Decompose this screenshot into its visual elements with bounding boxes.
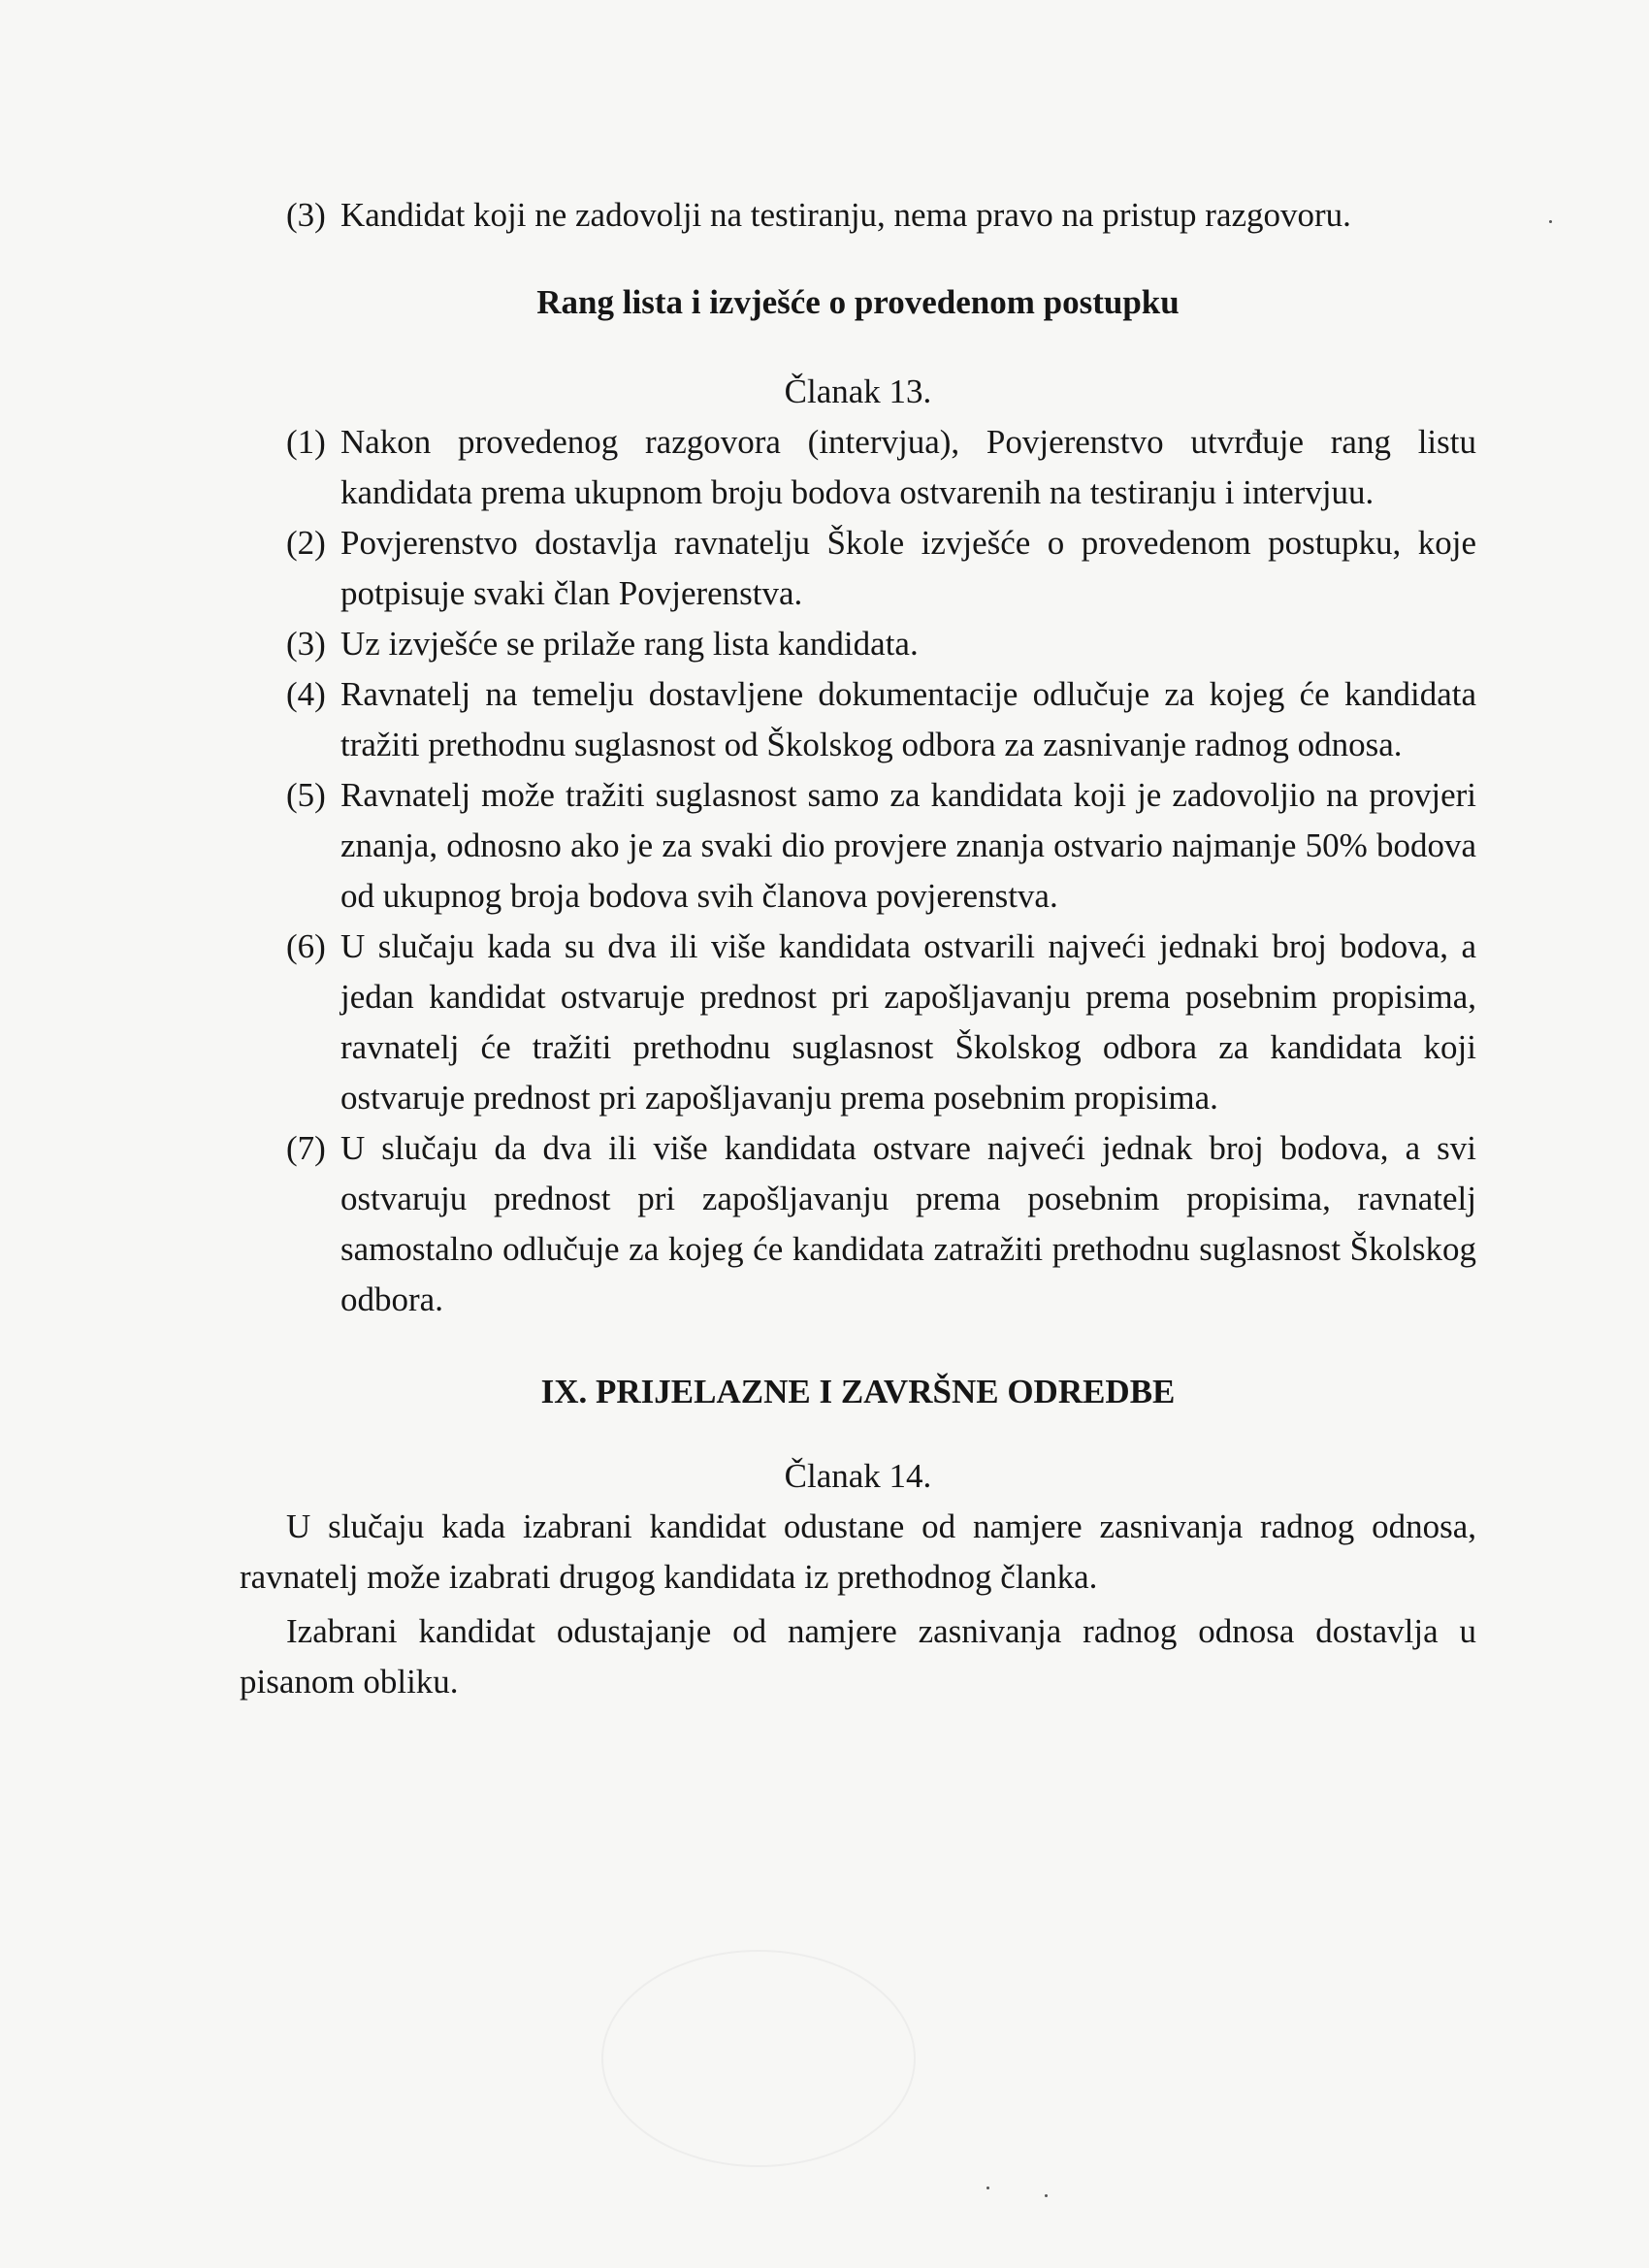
item-number: (3) (286, 625, 326, 663)
scan-speck (1045, 2194, 1048, 2197)
item-number: (3) (286, 196, 326, 234)
item-text: Ravnatelj na temelju dostavljene dokumentacije odlučuje za kojeg će kandidata tražiti prethodnu suglasnost od Školskog odbora za zasnivanje radnog odnosa. (340, 675, 1476, 763)
section-heading-rang-lista: Rang lista i izvješće o provedenom postupku (536, 283, 1180, 321)
scan-speck (986, 2187, 989, 2189)
paragraph: Izabrani kandidat odustajanje od namjere zasnivanja radnog odnosa dostavlja u pisanom obliku. (240, 1612, 1476, 1701)
item-number: (6) (286, 927, 326, 965)
item-number: (4) (286, 675, 326, 713)
item-text: Povjerenstvo dostavlja ravnatelju Škole izvješće o provedenom postupku, koje potpisuje svaki član Povjerenstva. (340, 524, 1476, 612)
section-heading-ix: IX. PRIJELAZNE I ZAVRŠNE ODREDBE (540, 1373, 1176, 1410)
list-item (240, 770, 1476, 922)
article-13-items (240, 417, 1476, 1325)
item-text: Ravnatelj može tražiti suglasnost samo za kandidata koji je zadovoljio na provjeri znanja, odnosno ako je za svaki dio provjere znanja ostvario najmanje 50% bodova od ukupnog broja bodova svih članova povjerenstva. (340, 776, 1476, 915)
scan-speck (1549, 220, 1552, 223)
item-number: (7) (286, 1129, 326, 1167)
faint-stamp-mark (601, 1950, 916, 2167)
list-item (240, 619, 1476, 669)
list-item (240, 190, 1476, 241)
item-text: U slučaju kada su dva ili više kandidata ostvarili najveći jednaki broj bodova, a jedan kandidat ostvaruje prednost pri zapošljavanju prema posebnim propisima, ravnatelj će tražiti prethodnu suglasnost Školskog odbora za kandidata koji ostvaruje prednost pri zapošljavanju prema posebnim propisima. (340, 927, 1476, 1117)
list-item (240, 417, 1476, 518)
item-number: (1) (286, 423, 326, 461)
item-number: (2) (286, 524, 326, 562)
list-item (240, 669, 1476, 770)
document-body (240, 190, 1476, 1707)
item-number: (5) (286, 776, 326, 814)
article-title-13: Članak 13. (784, 373, 932, 410)
item-text: Nakon provedenog razgovora (intervjua), Povjerenstvo utvrđuje rang listu kandidata prema ukupnom broju bodova ostvarenih na testiranju i intervjuu. (340, 423, 1476, 511)
item-text: Uz izvješće se prilaže rang lista kandidata. (340, 625, 919, 663)
list-item (240, 518, 1476, 619)
list-item (240, 922, 1476, 1123)
item-text: Kandidat koji ne zadovolji na testiranju, nema pravo na pristup razgovoru. (340, 196, 1351, 234)
paragraph: U slučaju kada izabrani kandidat odustane od namjere zasnivanja radnog odnosa, ravnatelj može izabrati drugog kandidata iz prethodnog članka. (240, 1507, 1476, 1596)
list-item (240, 1123, 1476, 1325)
item-text: U slučaju da dva ili više kandidata ostvare najveći jednak broj bodova, a svi ostvaruju prednost pri zapošljavanju prema posebnim propisima, ravnatelj samostalno odlučuje za kojeg će kandidata zatražiti prethodnu suglasnost Školskog odbora. (340, 1129, 1476, 1318)
article-title-14: Članak 14. (784, 1457, 932, 1495)
